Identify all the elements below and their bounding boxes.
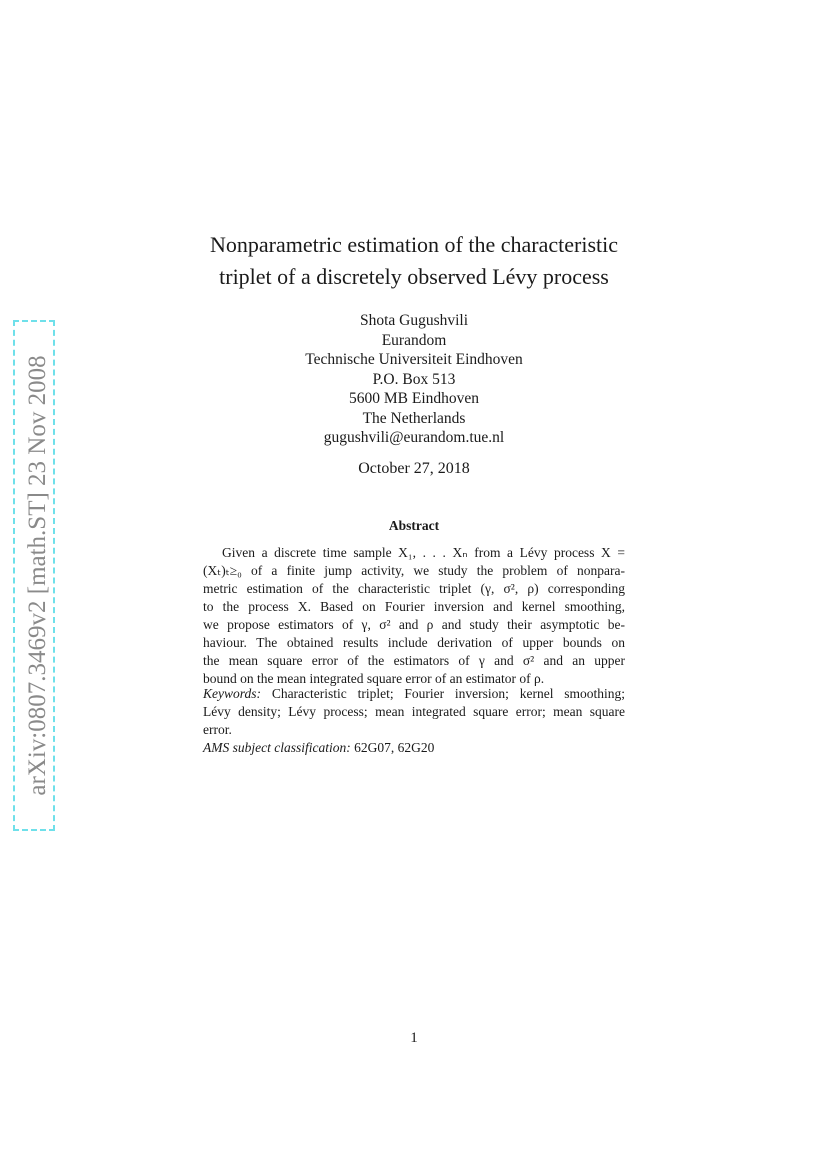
author-name: Shota Gugushvili <box>359 312 469 329</box>
address-country: The Netherlands <box>362 409 466 427</box>
paper-date: October 27, 2018 <box>358 460 470 477</box>
abstract-heading: Abstract <box>388 518 440 533</box>
author-email: gugushvili@eurandom.tue.nl <box>323 429 505 446</box>
author-block <box>200 311 628 448</box>
ams-classification <box>203 739 625 757</box>
arxiv-identifier: arXiv:0807.3469v2 [math.ST] 23 Nov 2008 <box>24 355 51 796</box>
abstract-line: Given a discrete time sample X₁, . . . Xₙ from a Lévy process X = <box>222 545 625 560</box>
keywords-line-3: error. <box>203 722 232 737</box>
ams-value: 62G07, 62G20 <box>354 740 435 755</box>
address-line-1: P.O. Box 513 <box>372 370 456 388</box>
abstract-line: haviour. The obtained results include derivation of upper bounds on <box>203 635 625 650</box>
address-line-2: 5600 MB Eindhoven <box>348 390 480 407</box>
arxiv-stamp <box>13 320 55 831</box>
keywords-line-2: Lévy density; Lévy process; mean integrated square error; mean square <box>203 704 625 719</box>
title-line-1: Nonparametric estimation of the characteristic <box>209 232 619 257</box>
ams-label: AMS subject classification: <box>203 740 351 755</box>
paper-title <box>150 229 678 293</box>
keywords-line-1 <box>203 685 625 703</box>
keywords-label: Keywords: <box>203 686 261 701</box>
page-number: 1 <box>410 1030 418 1046</box>
abstract-body <box>203 544 625 688</box>
keywords-section <box>203 685 625 757</box>
abstract-line: (Xₜ)ₜ≥₀ of a finite jump activity, we study the problem of nonpara- <box>203 563 625 578</box>
abstract-line: we propose estimators of γ, σ² and ρ and study their asymptotic be- <box>203 617 625 632</box>
abstract-line: to the process X. Based on Fourier inversion and kernel smoothing, <box>203 599 625 614</box>
affiliation-1: Eurandom <box>381 331 447 349</box>
abstract-line: bound on the mean integrated square error of an estimator of ρ. <box>203 671 545 686</box>
abstract-line: metric estimation of the characteristic triplet (γ, σ², ρ) corresponding <box>203 581 625 596</box>
affiliation-2: Technische Universiteit Eindhoven <box>305 351 523 368</box>
keywords-text-1: Characteristic triplet; Fourier inversion; kernel smoothing; <box>271 686 625 701</box>
title-line-2: triplet of a discretely observed Lévy process <box>219 264 609 289</box>
abstract-line: the mean square error of the estimators of γ and σ² and an upper <box>203 653 625 668</box>
